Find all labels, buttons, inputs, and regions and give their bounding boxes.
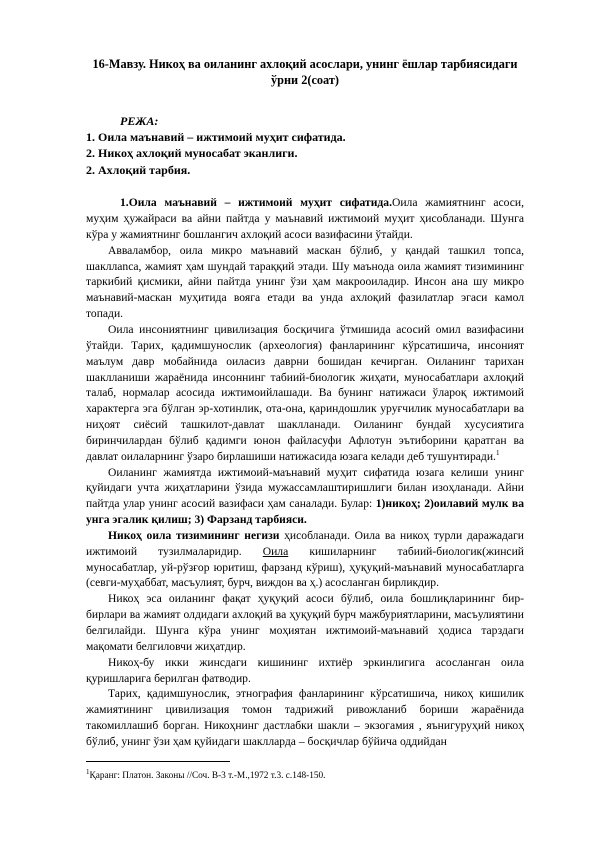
paragraph-5 [86, 528, 524, 591]
footnote-mark: 1 [86, 767, 90, 776]
footnote-separator [86, 761, 230, 762]
paragraph-7: Никоҳ-бу икки жинсдаги кишининг ихтиёр эркинлигига асосланган оила қуришларига берилган фатводир. [86, 655, 524, 685]
footnote [86, 767, 524, 782]
plan-item: 2. Ахлоқий тарбия. [86, 162, 191, 177]
paragraph-text: Оиланинг жамиятда ижтимоий-маънавий муҳит сифатида юзага келиши унинг қуйидаги учта жиҳатларини ўзида мужассамлаштиришлиги билан изоҳланади. Айни пайтда улар унинг асосий вазифаси ҳам саналади. Булар: [86, 465, 524, 511]
plan-item: 1. Оила маънавий – ижтимоий муҳит сифатида. [86, 130, 346, 144]
page-title: 16-Мавзу. Никоҳ ва оиланинг ахлоқий асослари, унинг ёшлар тарбиясидаги ўрни 2(соат) [92, 57, 518, 87]
paragraph-3 [86, 322, 524, 465]
paragraph-4 [86, 465, 524, 528]
paragraph-1 [86, 195, 524, 243]
bold-text: 1)никоҳ; 2)оилавий мулк ва унга эгалик қилиш; 3) Фарзанд тарбияси. [86, 497, 524, 527]
paragraph-text: Оила инсониятнинг цивилизация босқичига ўтмишида асосий омил вазифасини ўтайди. Тарих, қадимшунослик (археология) фанларининг кўрсатишича, инсоният маълум давр мобайнида оиласиз даврни бошидан кечирган. Оиланинг тарихан шаклланиши жараёнида инсоннинг табиий-биологик жиҳати, муносабатлари ахлоқий талаб, нормалар асосида ижтимоийлашади. Ва бунинг натижаси ўлароқ ижтимоий характерга эга бўлган эр-хотинлик, ота-она, қариндошлик уруғчилик муносабатлари ва ниҳоят сиёсий ташкилот-давлат шаклланади. Оиланинг бундай хусусиятига биринчилардан бўлиб қадимги юнон файласуфи Афлотун эътиборини қаратган ва давлат оилаларнинг ўзаро бирлашиши натижасида юзага келади деб тушунтиради. [86, 322, 524, 463]
paragraph-8: Тарих, қадимшунослик, этнография фанларининг кўрсатишича, никоҳ кишилик жамиятининг цивилизация томон тадрижий ривожланиб бориши жараёнида такомиллашиб борган. Никоҳнинг дастлабки шакли – экзогамия , яънигуруҳий никоҳ бўлиб, унинг ўзи ҳам қуйидаги шаклларда – босқичлар бўйича оддийдан [86, 687, 524, 748]
paragraph-text: кишиларнинг табиий-биологик(жинсий муносабатлар, уй-рўзғор юритиш, фарзанд кўриш), ҳуқуқий-маънавий муносабатларга (севги-муҳаббат, масъулият, бурч, виждон ва ҳ.) асосланган бирликдир. [86, 544, 524, 590]
bold-text: Никоҳ оила тизимининг негизи [108, 528, 280, 542]
footnote-text: Қаранг: Платон. Законы //Соч. В-3 т.-М.,1972 т.3. с.148-150. [89, 771, 326, 781]
footnote-reference: 1 [495, 448, 500, 457]
plan-item: 2. Никоҳ ахлоқий муносабат эканлиги. [86, 146, 298, 161]
paragraph-6: Никоҳ эса оиланинг фақат ҳуқуқий асоси бўлиб, оила бошлиқларининг бир-бирлари ва жамият олдидаги ахлоқий ва ҳуқуқий бурч мажбуриятларини, масъулиятини белгилайди. Шунга кўра унинг моҳиятан ижтимоий-маънавий ҳодиса тарздаги мақомати белгиловчи жиҳатдир. [86, 592, 524, 653]
section-heading: 1.Оила маънавий – ижтимоий муҳит сифатида. [120, 196, 392, 210]
plan-list [86, 129, 524, 178]
paragraph-2: Авваламбор, оила микро маънавий маскан бўлиб, у қандай ташкил топса, шакллanca, жамият ҳам шундай тараққий этади. Шу маънода оила жамият тизимининг таркибий қисмики, айни пайтда унинг ўзи ҳам макрооиладир. Инсон ана шу микро маънавий-маскан муҳитида вояга етади ва унда ахлоқий фазилатлар эгаси камол топади. [86, 243, 524, 321]
underlined-text: Оила [262, 544, 289, 558]
document-page [86, 56, 524, 750]
document-body [86, 195, 524, 750]
paragraph-text: Оила жамиятнинг асоси, муҳим ҳужайраси ва айни пайтда у маънавий ижтимоий муҳит ҳисобланади. Шунга кўра у жамиятнинг бошлангич ахлоқий асоси вазифасини ўтайди. [86, 196, 524, 241]
paragraph-text: ҳисобланади. Оила ва никоҳ турли даражадаги ижтимоий тузилмаларидир. [86, 528, 524, 558]
plan-heading: РЕЖА: [120, 114, 159, 128]
